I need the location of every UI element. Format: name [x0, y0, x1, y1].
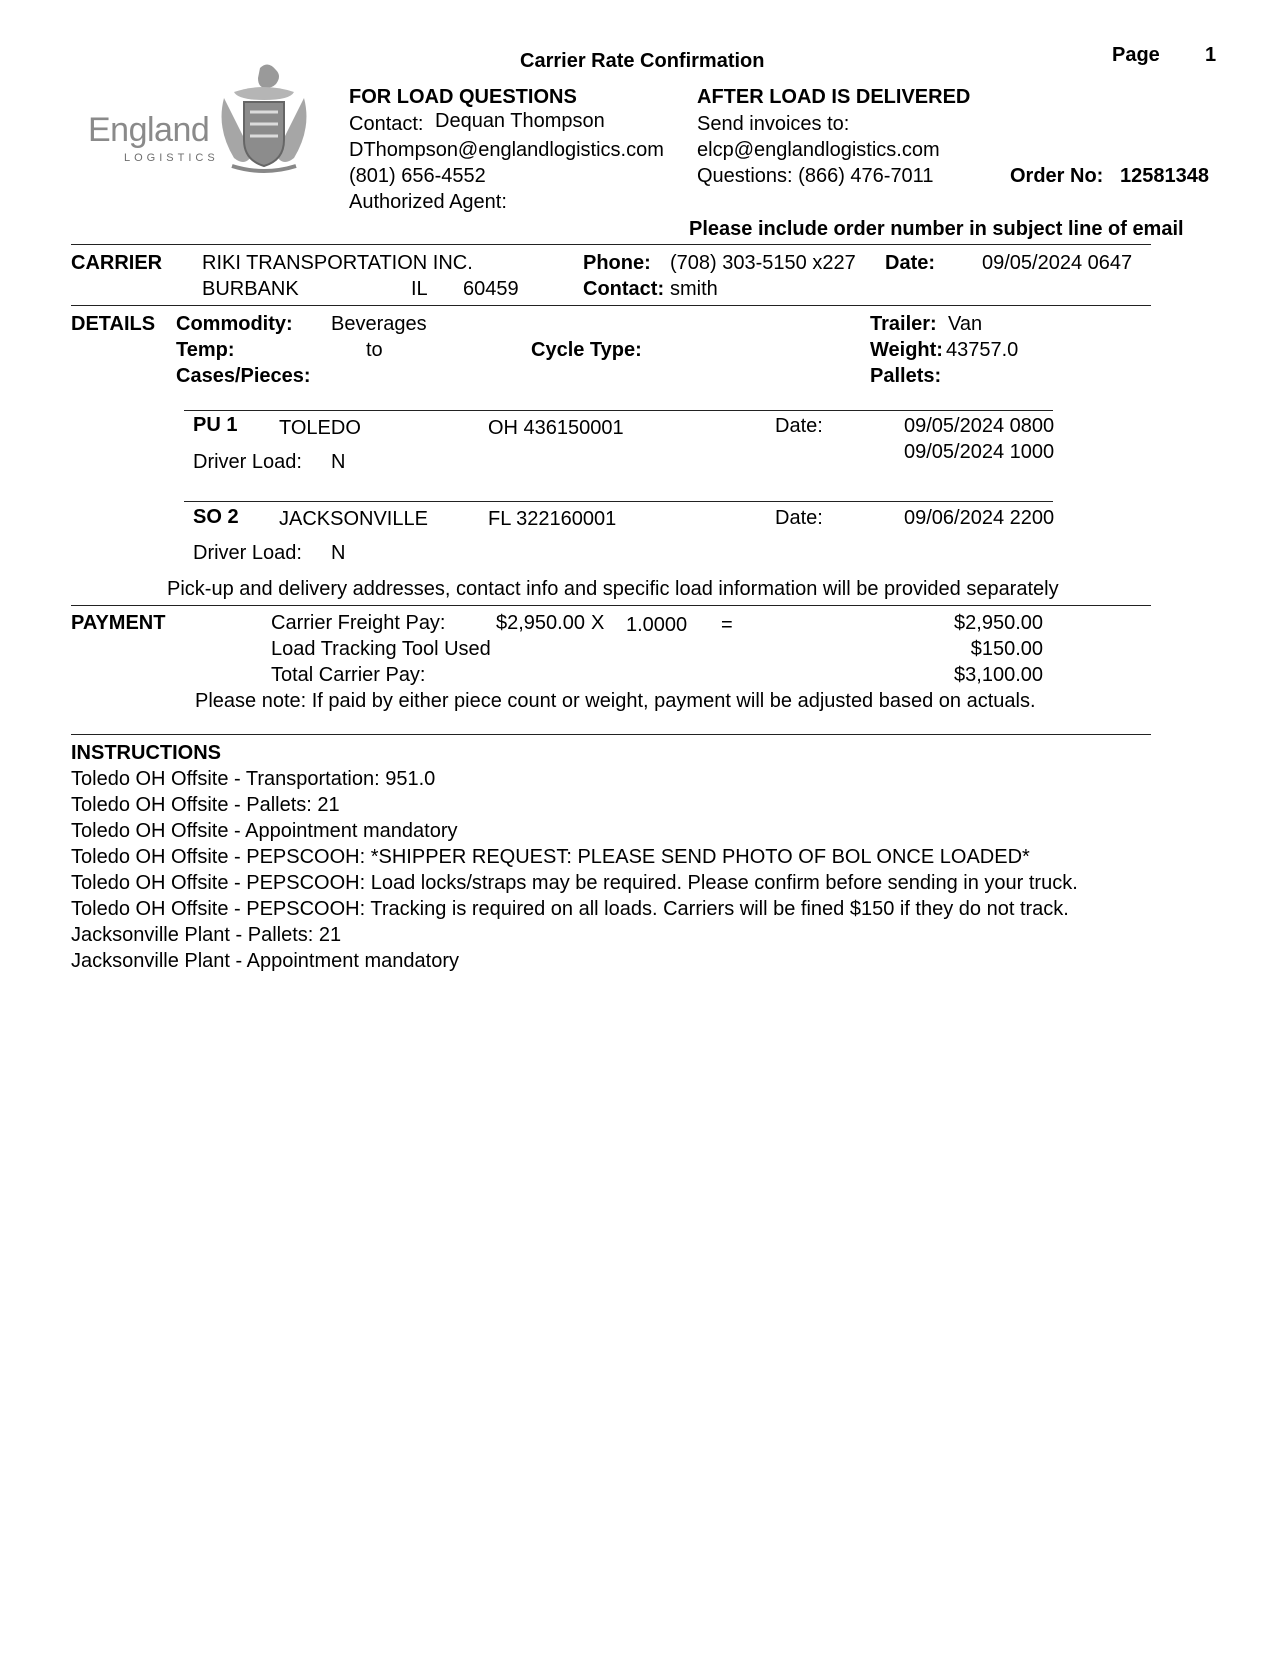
carrier-phone-label: Phone:: [583, 252, 651, 274]
pallets-label: Pallets:: [870, 365, 942, 387]
crest-icon: [214, 62, 314, 177]
carrier-city: BURBANK: [202, 278, 299, 300]
temp-label: Temp:: [176, 339, 235, 361]
freight-rate: $2,950.00: [496, 612, 585, 634]
total-pay-label: Total Carrier Pay:: [271, 664, 426, 686]
stop-date: 09/05/2024 1000: [904, 441, 1055, 463]
questions-phone: Questions: (866) 476-7011: [697, 165, 934, 187]
cases-label: Cases/Pieces:: [176, 365, 311, 387]
page-number: 1: [1205, 44, 1217, 66]
carrier-state: IL: [411, 278, 428, 300]
stop-date: 09/05/2024 0800: [904, 415, 1055, 437]
logo-subtitle: LOGISTICS: [124, 152, 219, 164]
contact-label: Contact:: [349, 113, 424, 135]
page-label: Page: [1112, 44, 1160, 66]
order-no: 12581348: [1120, 165, 1209, 187]
tracking-amount: $150.00: [970, 638, 1043, 660]
instruction-line: Toledo OH Offsite - PEPSCOOH: Load locks/straps may be required. Please confirm before sending in your truck.: [71, 872, 1078, 894]
instruction-line: Jacksonville Plant - Appointment mandatory: [71, 950, 459, 972]
contact-email[interactable]: DThompson@englandlogistics.com: [349, 139, 664, 161]
carrier-contact: smith: [670, 278, 718, 300]
driver-load-label: Driver Load:: [193, 451, 302, 473]
send-invoices-label: Send invoices to:: [697, 113, 850, 135]
after-delivery-heading: AFTER LOAD IS DELIVERED: [697, 86, 971, 108]
load-questions-heading: FOR LOAD QUESTIONS: [349, 86, 577, 108]
document-title: Carrier Rate Confirmation: [520, 50, 765, 72]
logo-wordmark: England: [88, 111, 210, 149]
instructions-heading: INSTRUCTIONS: [71, 742, 221, 764]
equals-symbol: =: [721, 614, 733, 636]
times-symbol: X: [591, 612, 605, 634]
instructions-list: [71, 766, 1151, 974]
carrier-phone: (708) 303-5150 x227: [670, 252, 856, 274]
payment-section-label: PAYMENT: [71, 612, 166, 634]
carrier-zip: 60459: [463, 278, 519, 300]
freight-quantity: 1.0000: [626, 614, 688, 636]
stop-code: PU 1: [193, 414, 238, 436]
stops-note: Pick-up and delivery addresses, contact info and specific load information will be provided separately: [167, 578, 1059, 600]
carrier-date-label: Date:: [885, 252, 936, 274]
stop-date: 09/06/2024 2200: [904, 507, 1055, 529]
details-section-label: DETAILS: [71, 313, 156, 335]
weight-value: 43757.0: [946, 339, 1019, 361]
stop-date-label: Date:: [775, 415, 823, 437]
freight-total: $2,950.00: [954, 612, 1043, 634]
temp-to: to: [366, 339, 383, 361]
invoice-email[interactable]: elcp@englandlogistics.com: [697, 139, 940, 161]
stop-state-zip: FL 322160001: [488, 508, 617, 530]
total-pay-amount: $3,100.00: [954, 664, 1043, 686]
divider: [71, 605, 1151, 606]
instruction-line: Toledo OH Offsite - PEPSCOOH: *SHIPPER REQUEST: PLEASE SEND PHOTO OF BOL ONCE LOADED*: [71, 846, 1030, 868]
contact-phone: (801) 656-4552: [349, 165, 486, 187]
payment-note: Please note: If paid by either piece count or weight, payment will be adjusted based on actuals.: [195, 690, 1036, 712]
divider: [71, 244, 1151, 245]
stop-state-zip: OH 436150001: [488, 417, 624, 439]
tracking-label: Load Tracking Tool Used: [271, 638, 491, 660]
cycle-type-label: Cycle Type:: [531, 339, 642, 361]
driver-load-value: N: [331, 542, 346, 564]
commodity-label: Commodity:: [176, 313, 293, 335]
driver-load-value: N: [331, 451, 346, 473]
stop-code: SO 2: [193, 506, 239, 528]
weight-label: Weight:: [870, 339, 943, 361]
divider: [184, 410, 1053, 411]
contact-name: Dequan Thompson: [435, 110, 605, 132]
trailer-value: Van: [948, 313, 983, 335]
instruction-line: Toledo OH Offsite - PEPSCOOH: Tracking is required on all loads. Carriers will be fined $150 if they do not track.: [71, 898, 1069, 920]
driver-load-label: Driver Load:: [193, 542, 302, 564]
freight-pay-label: Carrier Freight Pay:: [271, 612, 446, 634]
instruction-line: Toledo OH Offsite - Appointment mandatory: [71, 820, 458, 842]
stop-city: JACKSONVILLE: [279, 508, 428, 530]
commodity-value: Beverages: [331, 313, 427, 335]
company-logo: [86, 62, 326, 182]
divider: [71, 305, 1151, 306]
trailer-label: Trailer:: [870, 313, 937, 335]
carrier-contact-label: Contact:: [583, 278, 665, 300]
authorized-agent-label: Authorized Agent:: [349, 191, 507, 213]
divider: [71, 734, 1151, 735]
stop-date-label: Date:: [775, 507, 823, 529]
order-no-label: Order No:: [1010, 165, 1104, 187]
carrier-section-label: CARRIER: [71, 252, 163, 274]
carrier-name: RIKI TRANSPORTATION INC.: [202, 252, 473, 274]
instruction-line: Toledo OH Offsite - Transportation: 951.0: [71, 768, 436, 790]
email-subject-note: Please include order number in subject line of email: [689, 218, 1184, 240]
stop-city: TOLEDO: [279, 417, 361, 439]
carrier-date: 09/05/2024 0647: [982, 252, 1133, 274]
divider: [184, 501, 1053, 502]
instruction-line: Jacksonville Plant - Pallets: 21: [71, 924, 342, 946]
instruction-line: Toledo OH Offsite - Pallets: 21: [71, 794, 340, 816]
